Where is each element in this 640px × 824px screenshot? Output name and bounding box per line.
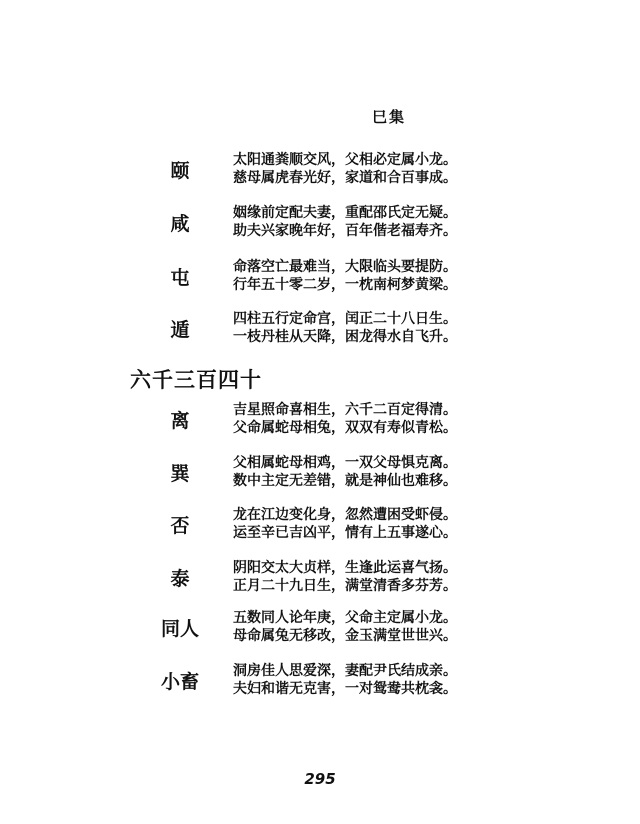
verse-entry xyxy=(0,610,640,650)
verse-line: 行年五十零二岁，一枕南柯梦黄梁。 xyxy=(233,277,457,293)
verse-line: 一枝丹桂从天降，困龙得水自飞升。 xyxy=(233,329,457,345)
hexagram-name: 离 xyxy=(170,410,190,432)
verse-line: 正月二十九日生，满堂清香多芬芳。 xyxy=(233,578,457,594)
verse-entry xyxy=(0,259,640,299)
hexagram-name: 屯 xyxy=(170,267,190,289)
hexagram-name: 小畜 xyxy=(160,671,199,693)
verse-entry xyxy=(0,311,640,351)
verse-line: 龙在江边变化身，忽然遭困受虾侵。 xyxy=(233,507,457,523)
verse-line: 母命属兔无移改，金玉满堂世世兴。 xyxy=(233,628,457,644)
verse-line: 太阳通粪顺交风，父相必定属小龙。 xyxy=(233,152,457,168)
verse-line: 吉星照命喜相生，六千二百定得清。 xyxy=(233,402,457,418)
hexagram-name: 泰 xyxy=(170,568,190,590)
verse-line: 洞房佳人思爱深，妻配尹氏结成亲。 xyxy=(233,663,457,679)
verse-line: 慈母属虎春光好，家道和合百事成。 xyxy=(233,170,457,186)
verse-entry xyxy=(0,152,640,192)
verse-line: 夫妇和谐无克害，一对鸳鸯共枕衾。 xyxy=(233,681,457,697)
hexagram-name: 否 xyxy=(170,515,190,537)
verse-line: 运至辛已吉凶平，情有上五事遂心。 xyxy=(233,525,457,541)
verse-entry xyxy=(0,560,640,600)
verse-entry xyxy=(0,507,640,547)
verse-line: 助夫兴家晚年好，百年偕老福寿齐。 xyxy=(233,223,457,239)
verse-line: 命落空亡最难当，大限临头要提防。 xyxy=(233,259,457,275)
verse-line: 父命属蛇母相兔，双双有寿似青松。 xyxy=(233,420,457,436)
section-title: 六千三百四十 xyxy=(130,367,262,392)
page-number: 295 xyxy=(304,770,336,788)
verse-line: 姻缘前定配夫妻，重配邵氏定无疑。 xyxy=(233,205,457,221)
verse-line: 数中主定无差错，就是神仙也难移。 xyxy=(233,473,457,489)
hexagram-name: 遁 xyxy=(170,319,190,341)
hexagram-name: 咸 xyxy=(170,213,190,235)
hexagram-name: 颐 xyxy=(170,160,190,182)
verse-line: 五数同人论年庚，父命主定属小龙。 xyxy=(233,610,457,626)
hexagram-name: 巽 xyxy=(170,463,190,485)
verse-line: 父相属蛇母相鸡，一双父母惧克离。 xyxy=(233,455,457,471)
verse-line: 阴阳交太大贞样，生逢此运喜气扬。 xyxy=(233,560,457,576)
verse-line: 四柱五行定命宫，闰正二十八日生。 xyxy=(233,311,457,327)
verse-entry xyxy=(0,205,640,245)
page-header-title: 巳集 xyxy=(372,108,407,126)
verse-entry xyxy=(0,663,640,703)
hexagram-name: 同人 xyxy=(160,618,199,640)
verse-entry xyxy=(0,402,640,442)
verse-entry xyxy=(0,455,640,495)
